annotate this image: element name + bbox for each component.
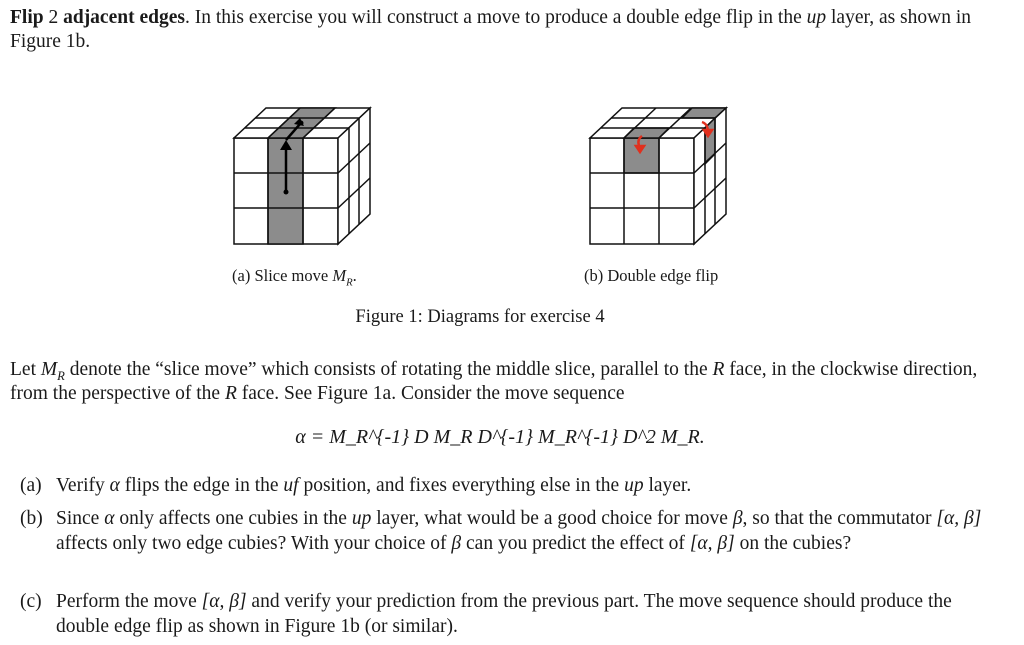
item-a-text-a: Verify	[56, 475, 105, 496]
intro-title-num: 2	[48, 7, 59, 28]
item-b-text-g: on the cubies?	[739, 532, 852, 554]
equation	[0, 426, 1000, 449]
item-a-alpha: α	[109, 475, 120, 496]
figure-1b-cube	[584, 100, 734, 250]
body-text-c: face, in the clockwise direction, from the perspective of the	[10, 359, 978, 404]
exercise-item-b	[20, 507, 1005, 556]
body-text-d: face. See Figure 1a. Consider the move sequence	[241, 383, 625, 404]
intro-title-rest: adjacent edges	[63, 7, 185, 28]
figure-1a-caption-sub: R	[346, 276, 353, 289]
intro-paragraph	[10, 6, 1010, 54]
item-c-label: (c)	[20, 591, 42, 612]
item-b-text-d: , so that the commutator	[742, 508, 932, 529]
exercise-item-a	[20, 474, 1005, 499]
body-math-r: R	[712, 359, 725, 380]
body-math-sub: R	[57, 368, 65, 383]
item-b-comm2: [α, β]	[689, 532, 735, 554]
item-b-text-f: can you predict the effect of	[466, 532, 685, 554]
item-a-uf: uf	[283, 475, 299, 496]
intro-text-a: . In this exercise you will construct a move to produce a double edge flip in the	[184, 7, 802, 28]
item-a-text-d: layer.	[648, 475, 692, 496]
figure-1a-caption	[232, 266, 357, 289]
item-a-label: (a)	[20, 475, 42, 496]
body-math-r2: R	[224, 383, 237, 404]
item-b-text-b: only affects one cubies in the	[119, 508, 347, 529]
item-b-label: (b)	[20, 508, 43, 529]
item-b-comm: [α, β]	[936, 508, 982, 529]
item-b-beta: β	[732, 508, 743, 529]
intro-text-b: layer, as shown in Figure 1b.	[10, 7, 972, 52]
body-math-m: M	[40, 359, 58, 380]
item-b-up: up	[351, 508, 372, 529]
item-b-text-c: layer, what would be a good choice for move	[376, 508, 728, 529]
figure-1a-caption-text: (a) Slice move	[232, 266, 329, 285]
item-a-text-c: position, and fixes everything else in the	[303, 475, 620, 496]
item-c-comm: [α, β]	[201, 591, 247, 612]
body-text-a: Let	[10, 359, 36, 380]
item-a-text-b: flips the edge in the	[124, 475, 279, 496]
item-b-text-a: Since	[56, 508, 100, 529]
intro-up: up	[806, 7, 827, 28]
item-b-beta2: β	[451, 532, 462, 554]
item-c-text-a: Perform the move	[56, 591, 197, 612]
body-text-b: denote the “slice move” which consists of rotating the middle slice, parallel to the	[69, 359, 708, 380]
flipped-edge-front	[624, 138, 659, 173]
intro-title-flip: Flip	[10, 7, 44, 28]
item-c-text-b: and verify your prediction from the previous part. The move sequence should produce the double edge flip as shown in Figure 1b (or similar).	[56, 591, 952, 637]
item-b-alpha: α	[104, 508, 115, 529]
figure-1a-caption-math: M	[332, 266, 347, 285]
item-b-text-e: affects only two edge cubies? With your choice of	[56, 532, 447, 554]
equation-text: α = M_R^{-1} D M_R D^{-1} M_R^{-1} D^2 M_R.	[295, 426, 705, 448]
figure-1b-caption: (b) Double edge flip	[584, 266, 719, 285]
figure-1a-caption-tail: .	[352, 266, 357, 285]
figure-1a-cube	[228, 100, 378, 250]
body-paragraph	[10, 358, 1010, 406]
figure-title: Figure 1: Diagrams for exercise 4	[355, 307, 605, 327]
item-a-up: up	[624, 475, 644, 496]
exercise-item-c	[20, 590, 1005, 639]
